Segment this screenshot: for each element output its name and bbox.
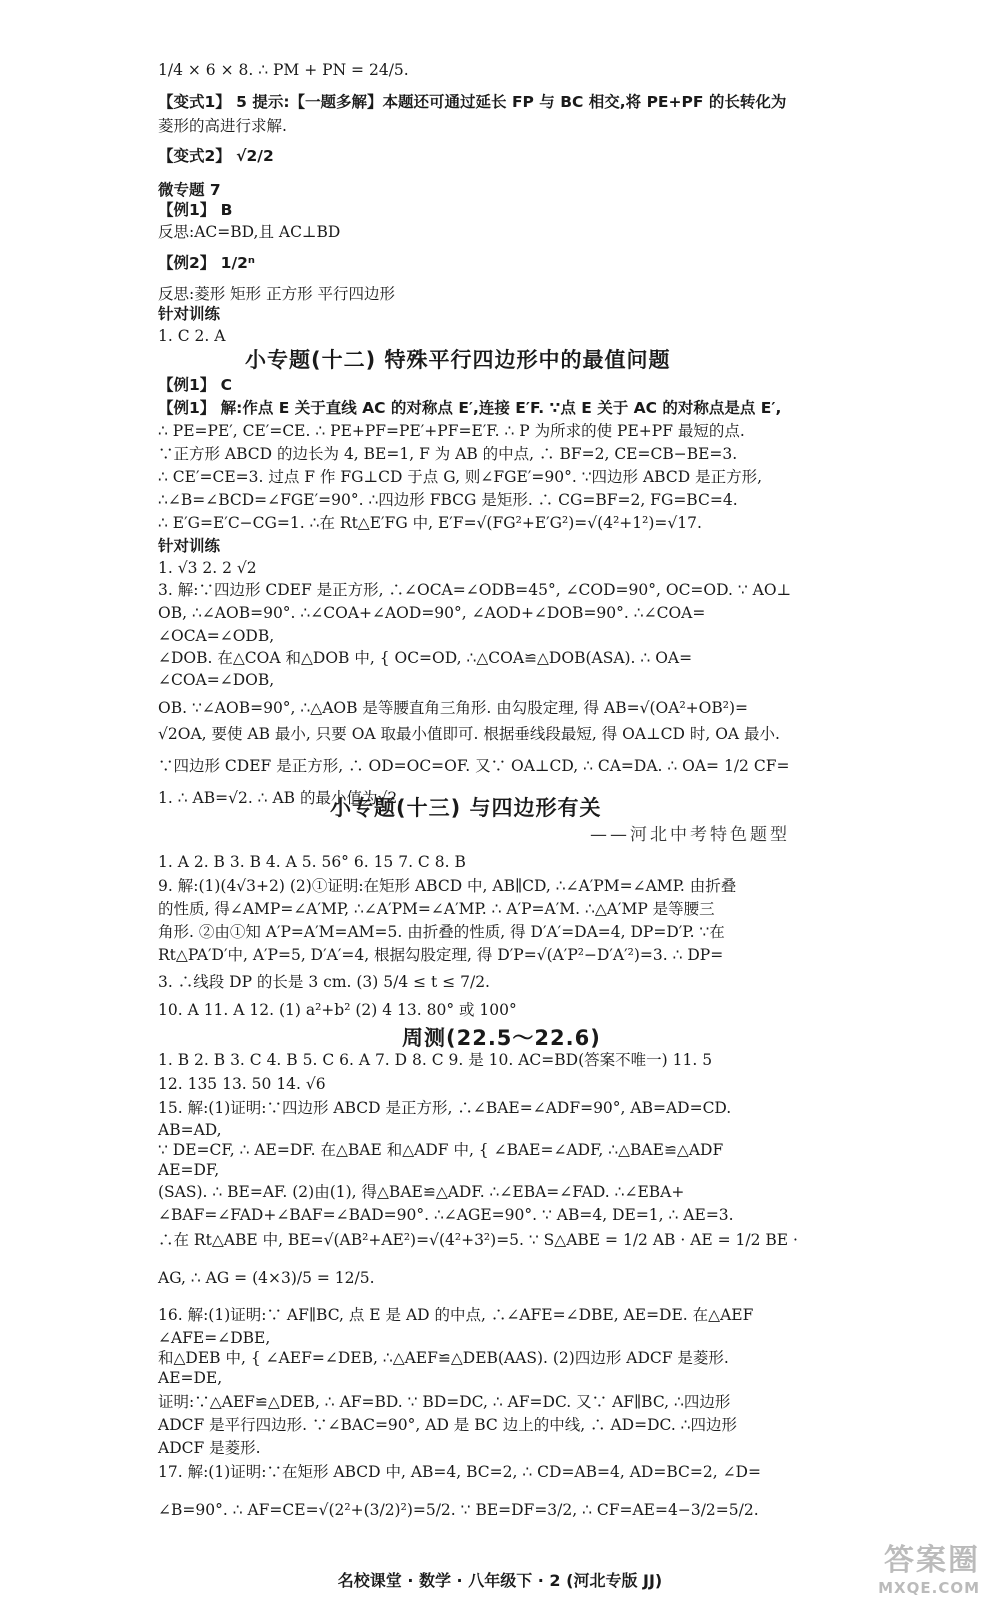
site-watermark <box>820 1535 980 1597</box>
answer-line: 菱形的高进行求解. <box>158 117 287 135</box>
answer-line: ∠BAF=∠FAD+∠BAF=∠BAD=90°. ∴∠AGE=90°. ∵ AB=4, DE=1, ∴ AE=3. <box>158 1206 734 1224</box>
answer-line: ∴ PE=PE′, CE′=CE. ∴ PE+PF=PE′+PF=E′F. ∴ P 为所求的使 PE+PF 最短的点. <box>158 422 745 440</box>
answer-line: ADCF 是平行四边形. ∵∠BAC=90°, AD 是 BC 边上的中线, ∴ AD=DC. ∴四边形 <box>158 1416 738 1434</box>
answer-line: 证明:∵△AEF≌△DEB, ∴ AF=BD. ∵ BD=DC, ∴ AF=DC. 又∵ AF∥BC, ∴四边形 <box>158 1393 731 1411</box>
watermark-site: MXQE.COM <box>878 1579 980 1597</box>
section-subtitle: ——河北中考特色题型 <box>590 825 790 845</box>
answer-line: ∠DOB. 在△COA 和△DOB 中, { OC=OD, ∴△COA≌△DOB(ASA). ∴ OA= <box>158 649 693 667</box>
answer-line: 1. B 2. B 3. C 4. B 5. C 6. A 7. D 8. C 9. 是 10. AC=BD(答案不唯一) 11. 5 <box>158 1051 713 1069</box>
answer-line: 【变式2】 √2/2 <box>158 147 274 165</box>
answer-line: ∴在 Rt△ABE 中, BE=√(AB²+AE²)=√(4²+3²)=5. ∵ S△ABE = 1/2 AB · AE = 1/2 BE · <box>158 1231 798 1249</box>
answer-line: 角形. ②由①知 A′P=A′M=AM=5. 由折叠的性质, 得 D′A′=DA=4, DP=D′P. ∵在 <box>158 923 725 941</box>
section-heading: 小专题(十三) 与四边形有关 <box>330 796 602 820</box>
answer-line: 1. C 2. A <box>158 327 226 345</box>
page-footer: 名校课堂 · 数学 · 八年级下 · 2 (河北专版 JJ) <box>337 1571 663 1590</box>
answer-line: ∠OCA=∠ODB, <box>158 627 275 645</box>
answer-line: 15. 解:(1)证明:∵四边形 ABCD 是正方形, ∴∠BAE=∠ADF=90°, AB=AD=CD. <box>158 1099 732 1117</box>
answer-line: ∵四边形 CDEF 是正方形, ∴ OD=OC=OF. 又∵ OA⊥CD, ∴ CA=DA. ∴ OA= 1/2 CF= <box>158 757 790 775</box>
answer-line: AB=AD, <box>158 1121 222 1139</box>
answer-line: √2OA, 要使 AB 最小, 只要 OA 取最小值即可. 根据垂线段最短, 得 OA⊥CD 时, OA 最小. <box>158 725 780 743</box>
answer-line: 【例1】 C <box>158 376 233 394</box>
answer-line: ∠B=90°. ∴ AF=CE=√(2²+(3/2)²)=5/2. ∵ BE=DF=3/2, ∴ CF=AE=4−3/2=5/2. <box>158 1501 759 1519</box>
answer-line: ∴ CE′=CE=3. 过点 F 作 FG⊥CD 于点 G, 则∠FGE′=90°. ∵四边形 ABCD 是正方形, <box>158 468 762 486</box>
answer-line: 和△DEB 中, { ∠AEF=∠DEB, ∴△AEF≌△DEB(AAS). (2)四边形 ADCF 是菱形. <box>158 1349 729 1367</box>
answer-line: 针对训练 <box>158 537 221 555</box>
answer-line: 1. A 2. B 3. B 4. A 5. 56° 6. 15 7. C 8. B <box>158 853 466 871</box>
answer-line: ∠COA=∠DOB, <box>158 671 275 689</box>
answer-line: 10. A 11. A 12. (1) a²+b² (2) 4 13. 80° 或 100° <box>158 1001 517 1019</box>
answer-line: 17. 解:(1)证明:∵在矩形 ABCD 中, AB=4, BC=2, ∴ CD=AB=4, AD=BC=2, ∠D= <box>158 1463 761 1481</box>
answer-line: AE=DF, <box>158 1161 220 1179</box>
answer-line: OB, ∴∠AOB=90°. ∴∠COA+∠AOD=90°, ∠AOD+∠DOB=90°. ∴∠COA= <box>158 604 706 622</box>
answer-line: (SAS). ∴ BE=AF. (2)由(1), 得△BAE≌△ADF. ∴∠EBA=∠FAD. ∴∠EBA+ <box>158 1183 685 1201</box>
answer-line: ∵正方形 ABCD 的边长为 4, BE=1, F 为 AB 的中点, ∴ BF=2, CE=CB−BE=3. <box>158 445 738 463</box>
answer-line: 反思:AC=BD,且 AC⊥BD <box>158 223 341 241</box>
answer-line: Rt△PA′D′中, A′P=5, D′A′=4, 根据勾股定理, 得 D′P=√(A′P²−D′A′²)=3. ∴ DP= <box>158 946 724 964</box>
answer-line: 1. ∴ AB=√2. ∴ AB 的最小值为√2. <box>158 789 403 807</box>
answer-line: 【变式1】 5 提示:【一题多解】本题还可通过延长 FP 与 BC 相交,将 PE+PF 的长转化为 <box>158 93 787 111</box>
answer-line: 【例2】 1/2ⁿ <box>158 254 255 272</box>
answer-line: 【例1】 B <box>158 201 233 219</box>
answer-line: 【例1】 解:作点 E 关于直线 AC 的对称点 E′,连接 E′F. ∵点 E 关于 AC 的对称点是点 E′, <box>158 399 782 417</box>
answer-line: 16. 解:(1)证明:∵ AF∥BC, 点 E 是 AD 的中点, ∴∠AFE=∠DBE, AE=DE. 在△AEF <box>158 1306 754 1324</box>
answer-line: 12. 135 13. 50 14. √6 <box>158 1075 326 1093</box>
section-heading: 周测(22.5～22.6) <box>402 1026 601 1050</box>
answer-line: 微专题 7 <box>158 181 221 199</box>
answer-line: ∴∠B=∠BCD=∠FGE′=90°. ∴四边形 FBCG 是矩形. ∴ CG=BF=2, FG=BC=4. <box>158 491 738 509</box>
answer-line: 针对训练 <box>158 305 221 323</box>
answer-line: ∠AFE=∠DBE, <box>158 1329 271 1347</box>
answer-line: 1/4 × 6 × 8. ∴ PM + PN = 24/5. <box>158 61 409 79</box>
answer-line: AG, ∴ AG = (4×3)/5 = 12/5. <box>158 1269 375 1287</box>
answer-line: AE=DE, <box>158 1369 223 1387</box>
watermark-logo: 答案圈 <box>884 1543 980 1578</box>
answer-line: 反思:菱形 矩形 正方形 平行四边形 <box>158 285 396 303</box>
section-heading: 小专题(十二) 特殊平行四边形中的最值问题 <box>245 348 671 372</box>
answer-line: 3. 解:∵四边形 CDEF 是正方形, ∴∠OCA=∠ODB=45°, ∠COD=90°, OC=OD. ∵ AO⊥ <box>158 581 792 599</box>
answer-line: 的性质, 得∠AMP=∠A′MP, ∴∠A′PM=∠A′MP. ∴ A′P=A′M. ∴△A′MP 是等腰三 <box>158 900 715 918</box>
answer-line: ADCF 是菱形. <box>158 1439 261 1457</box>
answer-line: 3. ∴线段 DP 的长是 3 cm. (3) 5/4 ≤ t ≤ 7/2. <box>158 973 490 991</box>
answer-line: ∵ DE=CF, ∴ AE=DF. 在△BAE 和△ADF 中, { ∠BAE=∠ADF, ∴△BAE≌△ADF <box>158 1141 724 1159</box>
answer-line: 9. 解:(1)(4√3+2) (2)①证明:在矩形 ABCD 中, AB∥CD, ∴∠A′PM=∠AMP. 由折叠 <box>158 877 737 895</box>
answer-line: OB. ∵∠AOB=90°, ∴△AOB 是等腰直角三角形. 由勾股定理, 得 AB=√(OA²+OB²)= <box>158 699 748 717</box>
answer-line: ∴ E′G=E′C−CG=1. ∴在 Rt△E′FG 中, E′F=√(FG²+E′G²)=√(4²+1²)=√17. <box>158 514 702 532</box>
answer-line: 1. √3 2. 2 √2 <box>158 559 257 577</box>
